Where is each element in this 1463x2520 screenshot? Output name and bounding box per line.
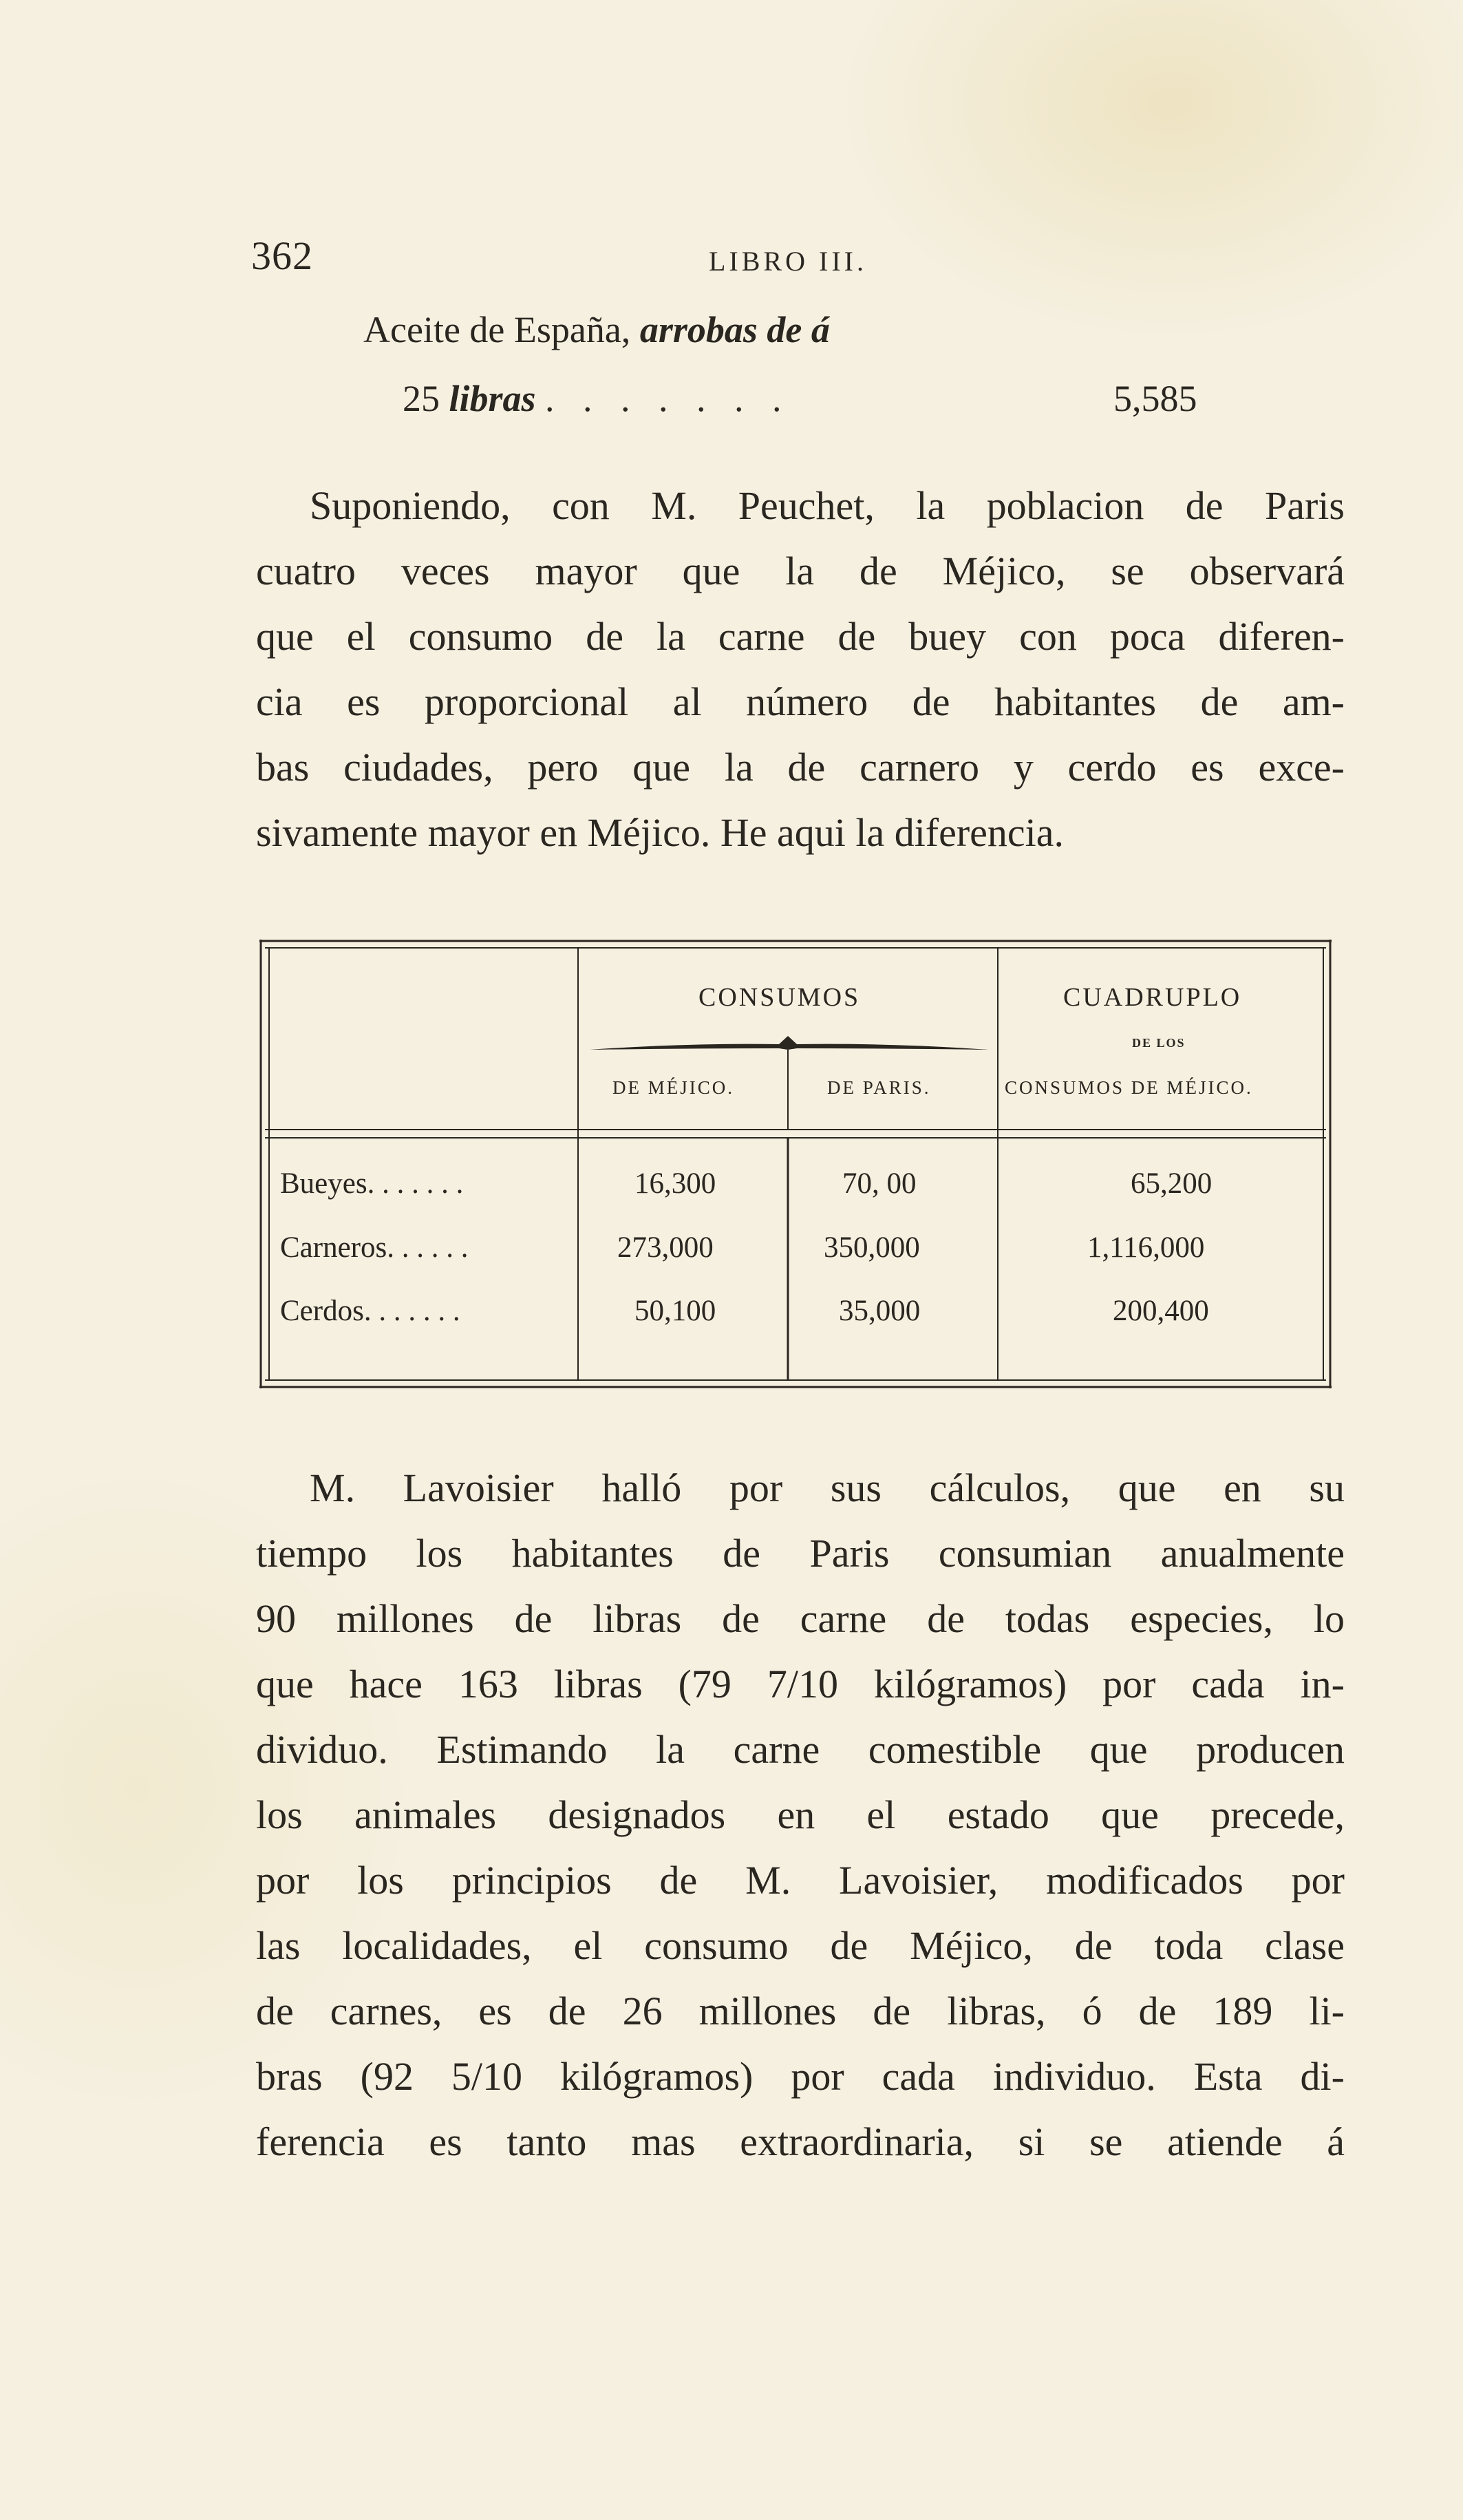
header-cuadruplo: CUADRUPLO xyxy=(1063,983,1242,1012)
oil-entry-number: 25 xyxy=(403,378,449,419)
cell-bueyes-paris: 70, 00 xyxy=(842,1167,917,1200)
cell-carneros-paris: 350,000 xyxy=(824,1231,920,1264)
paragraph-line: tiempo los habitantes de Paris consumian anualmente xyxy=(256,1531,1345,1576)
paragraph-line: las localidades, el consumo de Méjico, de toda clase xyxy=(256,1923,1345,1968)
paragraph-line: que hace 163 libras (79 7/10 kilógramos) por cada in- xyxy=(256,1662,1345,1706)
cell-carneros-mejico: 273,000 xyxy=(617,1231,714,1264)
oil-entry-dots: . . . . . . . xyxy=(545,378,791,419)
paragraph-line: los animales designados en el estado que precede, xyxy=(256,1792,1345,1837)
oil-entry-line-2 xyxy=(403,377,791,420)
row-label-carneros: Carneros. . . . . . xyxy=(280,1231,469,1264)
row-label-bueyes: Bueyes. . . . . . . xyxy=(280,1167,464,1200)
paragraph-line: de carnes, es de 26 millones de libras, ó de 189 li- xyxy=(256,1989,1345,2033)
oil-entry-text: Aceite de España, xyxy=(363,309,640,350)
oil-entry-line-1 xyxy=(363,308,830,351)
paragraph-2 xyxy=(256,1455,1345,2174)
cell-bueyes-mejico: 16,300 xyxy=(634,1167,716,1200)
running-head: LIBRO III. xyxy=(709,246,867,277)
paragraph-line: bas ciudades, pero que la de carnero y cerdo es exce- xyxy=(256,745,1345,790)
paragraph-line: Suponiendo, con M. Peuchet, la poblacion de Paris xyxy=(310,483,1345,528)
header-de-paris: DE PARIS. xyxy=(827,1077,931,1098)
header-consumos-de-mejico: CONSUMOS DE MÉJICO. xyxy=(1005,1077,1253,1098)
paragraph-line: por los principios de M. Lavoisier, modificados por xyxy=(256,1858,1345,1903)
paragraph-line: 90 millones de libras de carne de todas especies, lo xyxy=(256,1596,1345,1641)
header-de-mejico: DE MÉJICO. xyxy=(612,1077,734,1098)
cell-cerdos-paris: 35,000 xyxy=(839,1295,921,1327)
header-consumos: CONSUMOS xyxy=(698,983,861,1012)
paragraph-line: M. Lavoisier halló por sus cálculos, que en su xyxy=(310,1465,1345,1510)
oil-entry-value: 5,585 xyxy=(1113,378,1197,419)
cell-cerdos-cuadruplo: 200,400 xyxy=(1113,1295,1209,1327)
paragraph-line: ferencia es tanto mas extraordinaria, si se atiende á xyxy=(256,2119,1345,2164)
oil-entry-unit-2: libras xyxy=(449,378,536,419)
row-label-cerdos: Cerdos. . . . . . . xyxy=(280,1295,460,1327)
cell-carneros-cuadruplo: 1,116,000 xyxy=(1087,1231,1205,1264)
oil-entry-unit: arrobas de á xyxy=(639,309,830,350)
cell-bueyes-cuadruplo: 65,200 xyxy=(1131,1167,1213,1200)
paragraph-line: bras (92 5/10 kilógramos) por cada individuo. Esta di- xyxy=(256,2054,1345,2099)
cell-cerdos-mejico: 50,100 xyxy=(634,1295,716,1327)
paragraph-line: cia es proporcional al número de habitantes de am- xyxy=(256,679,1345,724)
consumption-table xyxy=(259,940,1333,1388)
paragraph-1 xyxy=(256,473,1345,865)
paragraph-line: sivamente mayor en Méjico. He aqui la diferencia. xyxy=(256,810,1065,855)
page-number: 362 xyxy=(251,233,313,278)
paragraph-line: cuatro veces mayor que la de Méjico, se observará xyxy=(256,549,1345,593)
paragraph-line: dividuo. Estimando la carne comestible que producen xyxy=(256,1727,1345,1772)
header-de-los: DE LOS xyxy=(1132,1036,1186,1050)
paragraph-line: que el consumo de la carne de buey con poca diferen- xyxy=(256,614,1345,659)
